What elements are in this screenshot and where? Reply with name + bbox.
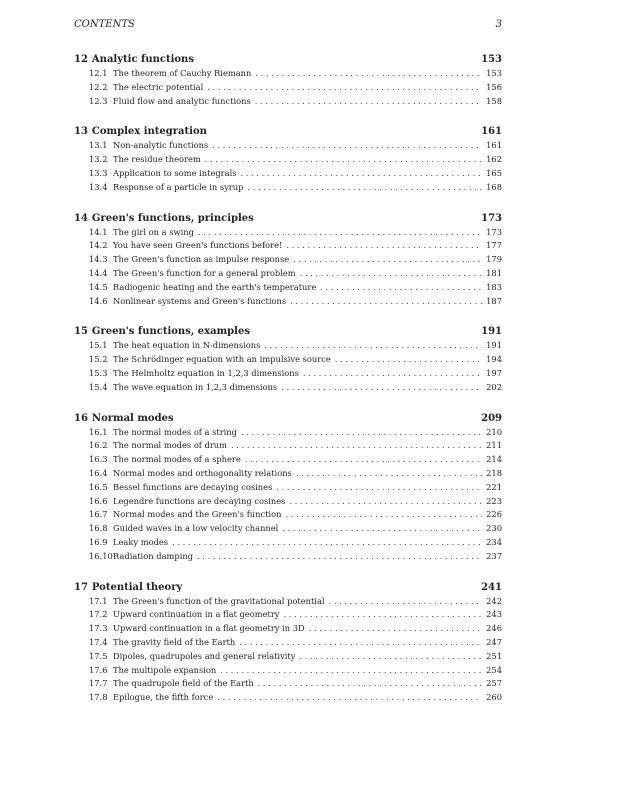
dot-leader <box>241 426 482 440</box>
chapter-title-group <box>74 581 182 595</box>
chapter-title-group <box>74 53 194 67</box>
section-number: 15.4 <box>89 381 108 392</box>
dot-leader <box>300 267 482 281</box>
section-page: 161 <box>486 140 502 151</box>
dot-leader <box>241 167 483 181</box>
chapter-block <box>74 581 502 705</box>
section-page: 165 <box>486 167 502 178</box>
section-number: 16.4 <box>89 467 108 478</box>
chapter-title: Normal modes <box>91 412 174 424</box>
section-page: 158 <box>486 95 502 106</box>
section-number: 12.2 <box>89 81 108 92</box>
section-page: 242 <box>486 595 502 606</box>
chapter-heading[interactable] <box>74 53 502 67</box>
chapter-heading[interactable] <box>74 581 502 595</box>
chapter-page: 161 <box>481 126 502 138</box>
section-title: Response of a particle in syrup <box>113 181 244 192</box>
dot-leader <box>207 81 482 95</box>
section-number: 15.1 <box>89 340 108 351</box>
toc-entry[interactable] <box>74 95 502 109</box>
section-title: Bessel functions are decaying cosines <box>113 481 273 492</box>
section-page: 153 <box>486 68 502 78</box>
dot-leader <box>220 664 482 678</box>
dot-leader <box>217 691 482 705</box>
table-of-contents <box>74 53 502 705</box>
toc-entry[interactable] <box>74 139 502 153</box>
section-number: 14.5 <box>89 281 108 292</box>
section-number: 13.3 <box>89 167 108 178</box>
section-title: Application to some integrals <box>113 167 237 178</box>
section-title: Radiogenic heating and the earth's temperature <box>113 281 317 292</box>
dot-leader <box>212 139 482 153</box>
chapter-page: 241 <box>481 581 502 593</box>
section-page: 187 <box>486 295 502 306</box>
toc-entry[interactable] <box>74 481 502 495</box>
dot-leader <box>247 181 482 195</box>
dot-leader <box>320 281 482 295</box>
toc-entry[interactable] <box>74 636 502 650</box>
dot-leader <box>299 650 482 664</box>
section-number: 15.3 <box>89 367 108 378</box>
section-title: The theorem of Cauchy Riemann <box>113 68 252 78</box>
section-number: 12.3 <box>89 95 108 106</box>
toc-entry[interactable] <box>74 522 502 536</box>
dot-leader <box>284 608 483 622</box>
section-title: Upward continuation in a flat geometry <box>113 609 280 620</box>
section-number: 17.2 <box>89 609 108 620</box>
section-title: Fluid flow and analytic functions <box>113 95 251 106</box>
section-number: 16.1 <box>89 426 108 437</box>
chapter-block <box>74 412 502 564</box>
chapter-block <box>74 325 502 394</box>
toc-entry[interactable] <box>74 426 502 440</box>
dot-leader <box>231 439 482 453</box>
chapter-page: 153 <box>481 54 502 65</box>
section-page: 168 <box>486 181 502 192</box>
toc-entry[interactable] <box>74 381 502 395</box>
section-page: 257 <box>486 678 502 689</box>
section-title: The Green's function for a general problem <box>113 267 296 278</box>
toc-entry[interactable] <box>74 295 502 309</box>
section-number: 16.3 <box>89 454 108 465</box>
section-page: 254 <box>486 664 502 675</box>
section-number: 14.1 <box>89 226 108 237</box>
section-number: 14.3 <box>89 254 108 265</box>
section-page: 162 <box>486 154 502 165</box>
toc-entry[interactable] <box>74 339 502 353</box>
dot-leader <box>335 353 482 367</box>
section-title: The girl on a swing <box>113 226 194 237</box>
section-page: 211 <box>486 440 502 451</box>
chapter-number: 13 <box>74 126 88 138</box>
section-page: 237 <box>486 550 502 561</box>
section-title: The electric potential <box>113 81 204 92</box>
toc-entry[interactable] <box>74 595 502 609</box>
chapter-title: Green's functions, examples <box>91 326 250 338</box>
section-number: 16.10 <box>89 550 113 561</box>
toc-entry[interactable] <box>74 167 502 181</box>
dot-leader <box>276 481 482 495</box>
section-page: 194 <box>486 354 502 365</box>
dot-leader <box>255 95 482 109</box>
section-page: 210 <box>486 426 502 437</box>
toc-page <box>74 18 502 722</box>
chapter-block <box>74 53 502 108</box>
toc-entry[interactable] <box>74 81 502 95</box>
section-page: 226 <box>486 509 502 520</box>
section-number: 14.6 <box>89 295 108 306</box>
toc-entry[interactable] <box>74 267 502 281</box>
section-title: Non-analytic functions <box>113 140 209 151</box>
toc-entry[interactable] <box>74 550 502 564</box>
section-title: The normal modes of a sphere <box>113 454 241 465</box>
toc-entry[interactable] <box>74 508 502 522</box>
dot-leader <box>303 367 482 381</box>
section-page: 234 <box>486 536 502 547</box>
section-number: 16.5 <box>89 481 108 492</box>
section-number: 13.4 <box>89 181 108 192</box>
section-number: 12.1 <box>89 68 108 78</box>
chapter-title: Potential theory <box>91 581 183 593</box>
toc-entry[interactable] <box>74 453 502 467</box>
section-title: The Helmholtz equation in 1,2,3 dimensions <box>113 367 299 378</box>
section-number: 14.4 <box>89 267 108 278</box>
toc-entry[interactable] <box>74 181 502 195</box>
chapter-number: 16 <box>74 412 88 424</box>
toc-entry[interactable] <box>74 495 502 509</box>
chapter-number: 12 <box>74 54 88 65</box>
dot-leader <box>255 67 482 81</box>
dot-leader <box>286 239 482 253</box>
dot-leader <box>198 226 482 240</box>
section-page: 183 <box>486 281 502 292</box>
section-number: 16.6 <box>89 495 108 506</box>
toc-entry[interactable] <box>74 622 502 636</box>
section-page: 230 <box>486 523 502 534</box>
section-page: 214 <box>486 454 502 465</box>
dot-leader <box>329 595 483 609</box>
toc-entry[interactable] <box>74 367 502 381</box>
section-number: 17.8 <box>89 692 108 703</box>
section-page: 223 <box>486 495 502 506</box>
section-page: 156 <box>486 81 502 92</box>
section-number: 17.6 <box>89 664 108 675</box>
section-title: Normal modes and orthogonality relations <box>113 467 292 478</box>
section-title: Nonlinear systems and Green's functions <box>113 295 287 306</box>
section-title: The gravity field of the Earth <box>113 636 236 647</box>
chapter-block <box>74 212 502 309</box>
toc-entry[interactable] <box>74 536 502 550</box>
section-number: 17.1 <box>89 595 108 606</box>
dot-leader <box>290 295 482 309</box>
chapter-heading[interactable] <box>74 412 502 426</box>
running-head: CONTENTS <box>74 19 135 30</box>
section-page: 246 <box>486 623 502 634</box>
section-title: Radiation damping <box>113 550 194 561</box>
section-number: 14.2 <box>89 240 108 251</box>
dot-leader <box>285 508 482 522</box>
toc-entry[interactable] <box>74 650 502 664</box>
section-number: 13.2 <box>89 154 108 165</box>
chapter-page: 209 <box>481 412 502 424</box>
chapter-heading[interactable] <box>74 125 502 139</box>
toc-entry[interactable] <box>74 691 502 705</box>
section-title: The normal modes of drum <box>113 440 228 451</box>
dot-leader <box>239 636 482 650</box>
toc-entry[interactable] <box>74 239 502 253</box>
section-title: The residue theorem <box>113 154 201 165</box>
toc-entry[interactable] <box>74 664 502 678</box>
section-number: 16.7 <box>89 509 108 520</box>
section-page: 173 <box>486 226 502 237</box>
toc-entry[interactable] <box>74 608 502 622</box>
page-header <box>74 18 502 32</box>
toc-entry[interactable] <box>74 226 502 240</box>
chapter-page: 173 <box>481 212 502 224</box>
section-title: The Green's function as impulse response <box>113 254 290 265</box>
section-page: 243 <box>486 609 502 620</box>
section-title: The multipole expansion <box>113 664 217 675</box>
section-page: 221 <box>486 481 502 492</box>
section-title: Legendre functions are decaying cosines <box>113 495 286 506</box>
chapter-number: 14 <box>74 212 88 224</box>
chapter-title: Green's functions, principles <box>91 212 254 224</box>
chapter-page: 191 <box>481 326 502 338</box>
section-title: Dipoles, quadrupoles and general relativity <box>113 650 296 661</box>
dot-leader <box>172 536 482 550</box>
toc-entry[interactable] <box>74 253 502 267</box>
chapter-title-group <box>74 412 174 426</box>
toc-entry[interactable] <box>74 67 502 81</box>
section-title: Guided waves in a low velocity channel <box>113 523 279 534</box>
dot-leader <box>205 153 482 167</box>
chapter-title: Complex integration <box>91 126 207 138</box>
toc-entry[interactable] <box>74 677 502 691</box>
chapter-title-group <box>74 325 250 339</box>
section-number: 17.5 <box>89 650 108 661</box>
dot-leader <box>282 522 482 536</box>
section-page: 251 <box>486 650 502 661</box>
dot-leader <box>293 253 482 267</box>
section-title: Upward continuation in a flat geometry in 3D <box>113 623 305 634</box>
chapter-block <box>74 125 502 194</box>
section-page: 202 <box>486 381 502 392</box>
section-title: The Green's function of the gravitational potential <box>113 595 325 606</box>
dot-leader <box>258 677 482 691</box>
section-title: The wave equation in 1,2,3 dimensions <box>113 381 278 392</box>
section-page: 260 <box>486 692 502 703</box>
section-page: 197 <box>486 367 502 378</box>
section-title: The normal modes of a string <box>113 426 237 437</box>
dot-leader <box>309 622 482 636</box>
toc-entry[interactable] <box>74 467 502 481</box>
section-page: 191 <box>486 340 502 351</box>
dot-leader <box>296 467 482 481</box>
section-title: Leaky modes <box>113 536 169 547</box>
section-number: 15.2 <box>89 354 108 365</box>
dot-leader <box>281 381 482 395</box>
section-page: 247 <box>486 636 502 647</box>
section-page: 179 <box>486 254 502 265</box>
section-number: 13.1 <box>89 140 108 151</box>
toc-entry[interactable] <box>74 281 502 295</box>
dot-leader <box>264 339 482 353</box>
section-number: 16.2 <box>89 440 108 451</box>
section-number: 17.3 <box>89 623 108 634</box>
section-title: The quadrupole field of the Earth <box>113 678 254 689</box>
section-number: 17.4 <box>89 636 108 647</box>
section-page: 218 <box>486 467 502 478</box>
section-number: 16.8 <box>89 523 108 534</box>
chapter-heading[interactable] <box>74 212 502 226</box>
dot-leader <box>245 453 482 467</box>
chapter-number: 15 <box>74 326 88 338</box>
section-page: 177 <box>486 240 502 251</box>
chapter-title-group <box>74 125 207 139</box>
toc-entry[interactable] <box>74 353 502 367</box>
section-number: 17.7 <box>89 678 108 689</box>
section-title: Epilogue, the fifth force <box>113 692 214 703</box>
page-number: 3 <box>495 19 502 30</box>
section-title: You have seen Green's functions before! <box>113 240 283 251</box>
section-number: 16.9 <box>89 536 108 547</box>
chapter-heading[interactable] <box>74 325 502 339</box>
section-title: The heat equation in N-dimensions <box>113 340 261 351</box>
chapter-number: 17 <box>74 581 88 593</box>
section-page: 181 <box>486 267 502 278</box>
dot-leader <box>197 550 482 564</box>
chapter-title-group <box>74 212 254 226</box>
chapter-title: Analytic functions <box>91 54 194 65</box>
section-title: Normal modes and the Green's function <box>113 509 282 520</box>
dot-leader <box>289 495 482 509</box>
section-title: The Schrödinger equation with an impulsive source <box>113 354 331 365</box>
toc-entry[interactable] <box>74 439 502 453</box>
toc-entry[interactable] <box>74 153 502 167</box>
